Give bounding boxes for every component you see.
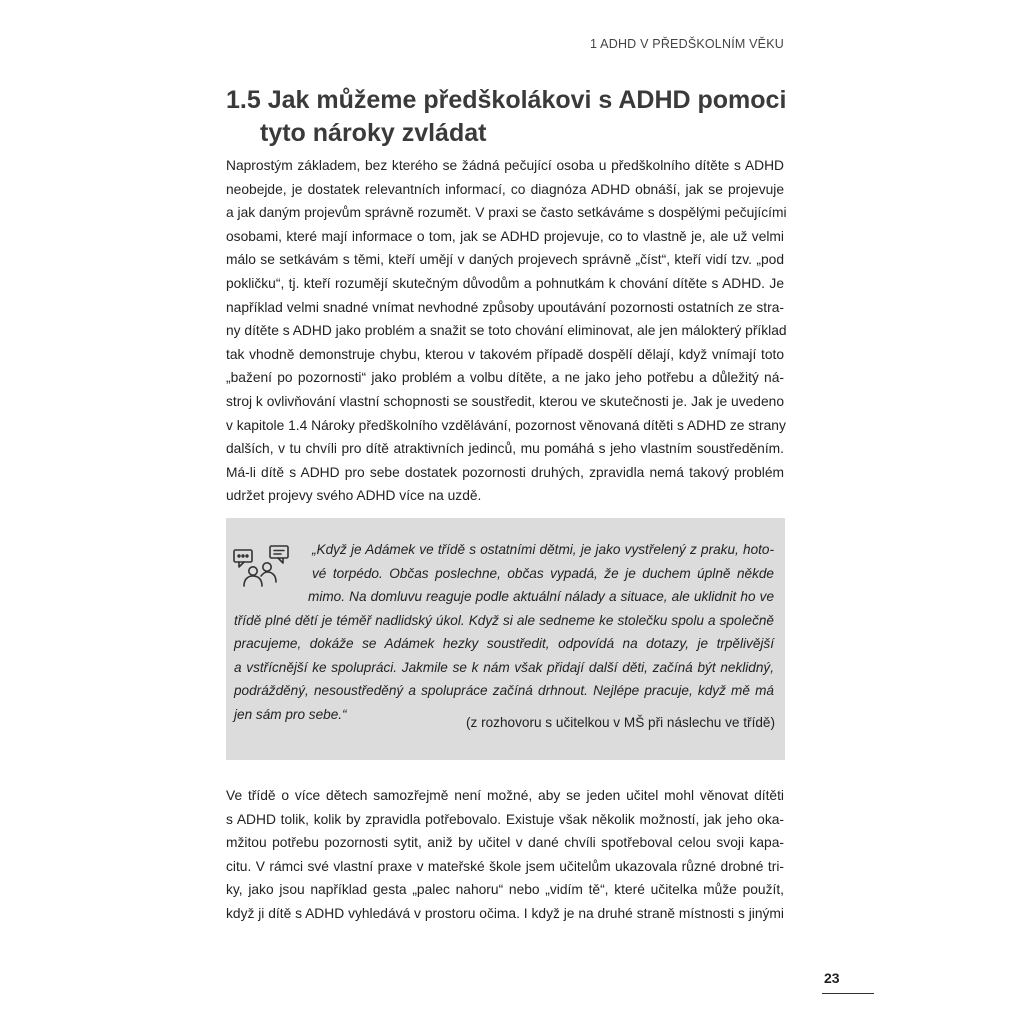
body-paragraph-1 <box>226 154 787 508</box>
text-line: Ve třídě o více dětech samozřejmě není možné, aby se jeden učitel mohl věnovat dítěti <box>226 788 784 803</box>
body-paragraph-2 <box>226 784 784 926</box>
text-line: udržet projevy svého ADHD více na uzdě. <box>226 488 482 504</box>
text-line: ny dítěte s ADHD jako problém a snažit se toto chování eliminovat, ale jen málokterý příklad <box>226 323 787 339</box>
text-line: Naprostým základem, bez kterého se žádná pečující osoba u předškolního dítěte s ADHD <box>226 158 784 173</box>
text-line: neobejde, je dostatek relevantních informací, co diagnóza ADHD obnáší, jak se projevuje <box>226 181 784 197</box>
text-line: málo se setkávám s těmi, kteří umějí v daných projevech správně „číst“, kteří vidí tzv. „pod <box>226 252 784 268</box>
quote-text <box>234 538 774 726</box>
text-line: ky, jako jsou například gesta „palec nahoru“ nebo „vidím tě“, které učitelka může použít, <box>226 882 784 898</box>
text-line: například velmi snadné vnímat nevhodné způsoby upoutávání pozornosti ostatních ze stra- <box>226 299 784 315</box>
text-line: s ADHD tolik, kolik by zpravidla potřebovalo. Existuje však několik možností, jak jeho oka- <box>226 811 784 827</box>
quote-source: (z rozhovoru s učitelkou v MŠ při náslechu ve třídě) <box>465 715 775 730</box>
interview-quote-box <box>226 518 785 760</box>
text-line: pokličku“, tj. kteří rozumějí skutečným důvodům a pohnutkám k chování dítěte s ADHD. Je <box>226 275 784 291</box>
running-head: 1 ADHD V PŘEDŠKOLNÍM VĚKU <box>590 37 784 51</box>
page-number-rule <box>822 993 874 994</box>
text-line: „bažení po pozornosti“ jako problém a volbu dítěte, a ne jako jeho potřebu a důležitý ná- <box>226 370 784 386</box>
quote-line: třídě plné dětí je téměř nadlidský úkol. Když si ale sedneme ke stolečku spolu a společně <box>234 612 774 628</box>
chapter-title <box>226 84 786 150</box>
quote-line: mimo. Na domluvu reaguje podle aktuální nálady a situace, ale uklidnit ho ve <box>308 589 774 604</box>
text-line: tak vhodně demonstruje chybu, kterou v takovém případě dospělí dělají, když vnímají toto <box>226 346 784 362</box>
quote-line: podrážděný, nesoustředěný a spolupráce začíná drhnout. Nejlépe pracuje, když mě má <box>234 683 774 698</box>
text-line: když ji dítě s ADHD vyhledává v prostoru očima. I když je na druhé straně místnosti s jinými <box>226 905 784 921</box>
quote-line: vé torpédo. Občas poslechne, občas vypadá, že je duchem úplně někde <box>312 565 774 581</box>
quote-line: a vstřícnější ke spolupráci. Jakmile se k nám však přidají další děti, začíná být neklidný, <box>234 659 774 675</box>
text-line: citu. V rámci své vlastní praxe v mateřské škole jsem učitelům ukazovala různé drobné tri- <box>226 858 784 874</box>
text-line: mžitou potřebu pozornosti sytit, aniž by učitel v dané chvíli spotřeboval celou svoji kapa- <box>226 835 784 851</box>
text-line: a jak daným projevům správně rozumět. V praxi se často setkáváme s dospělými pečujícími <box>226 205 787 221</box>
text-line: stroj k ovlivňování vlastní schopnosti se soustředit, kterou ve skutečnosti je. Jak je uvedeno <box>226 393 784 409</box>
text-line: osobami, které mají informace o tom, jak se ADHD projevuje, co to vlastně je, ale už velmi <box>226 228 784 244</box>
text-line: Má-li dítě s ADHD pro sebe dostatek pozornosti druhých, zpravidla nemá takový problém <box>226 464 784 480</box>
page-number: 23 <box>824 970 840 986</box>
chapter-number: 1.5 <box>226 86 261 114</box>
chapter-title-line2: tyto nároky zvládat <box>260 119 487 147</box>
quote-line: jen sám pro sebe.“ <box>234 706 347 722</box>
quote-line: „Když je Adámek ve třídě s ostatními dětmi, je jako vystřelený z praku, hoto- <box>312 542 774 557</box>
text-line: v kapitole 1.4 Nároky předškolního vzdělávání, pozornost věnovaná dítěti s ADHD ze strany <box>226 417 786 433</box>
text-line: dalších, v tu chvíli pro dítě atraktivních jedinců, mu pomáhá s jeho vlastním soustředěním. <box>226 441 784 457</box>
quote-line: pracujeme, dokáže se Adámek hezky soustředit, odpovídá na dotazy, je trpělivější <box>234 636 774 651</box>
chapter-title-line1: Jak můžeme předškolákovi s ADHD pomoci <box>267 86 787 114</box>
